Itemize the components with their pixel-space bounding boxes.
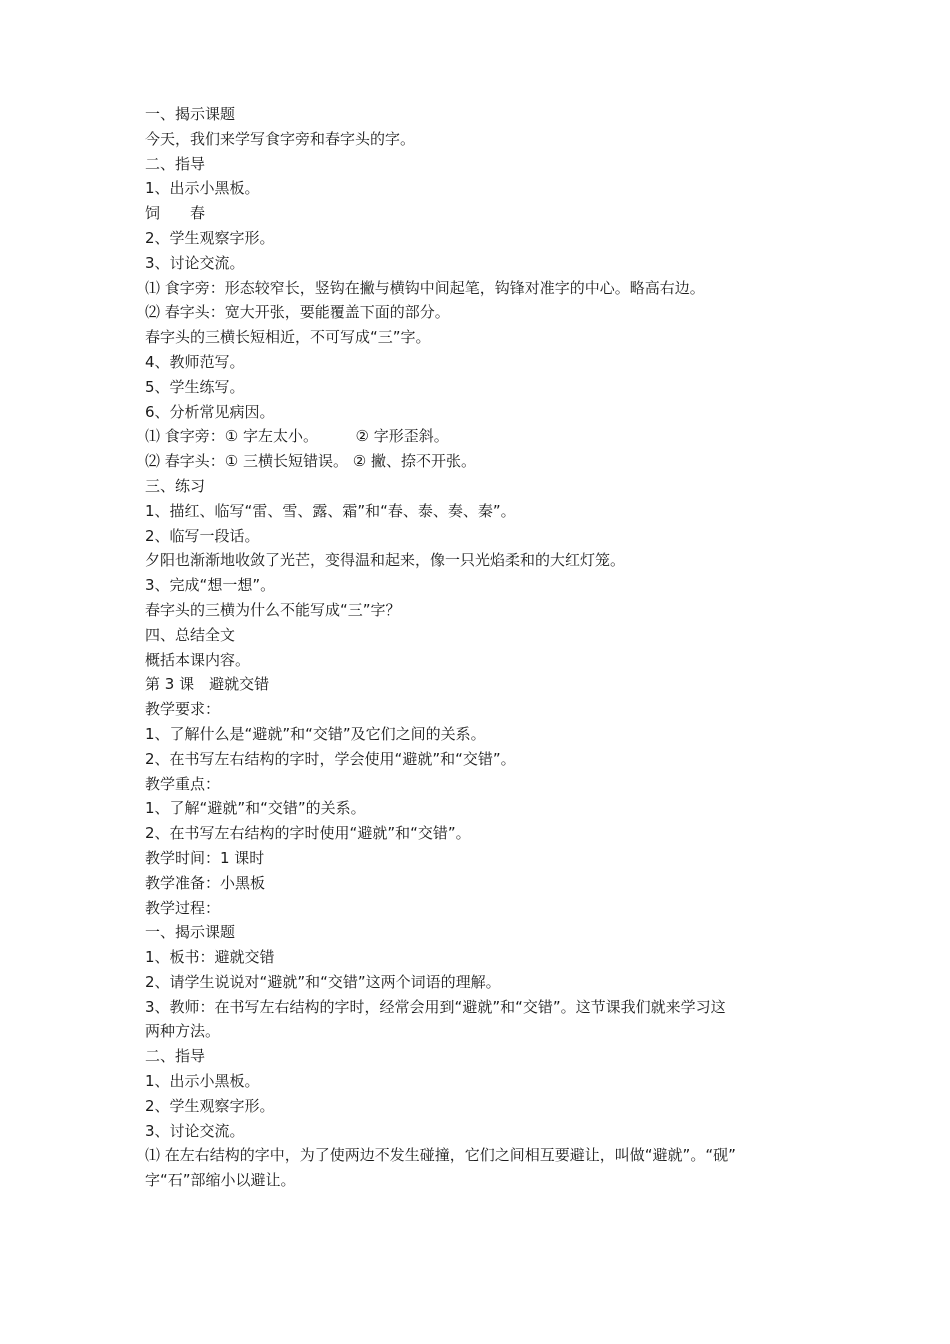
list-item: 4、教师范写。: [145, 352, 245, 371]
list-item: 6、分析常见病因。: [145, 402, 275, 421]
list-item: 1、板书：避就交错: [145, 948, 275, 967]
field-value: 教学时间：1 课时: [145, 848, 265, 867]
list-item: 2、临写一段话。: [145, 526, 260, 545]
list-item: 2、学生观察字形。: [145, 228, 275, 247]
section-heading: 二、指导: [145, 1047, 206, 1066]
list-item: 1、出示小黑板。: [145, 179, 260, 198]
section-heading: 四、总结全文: [145, 625, 236, 644]
list-item: 3、教师：在书写左右结构的字时，经常会用到“避就”和“交错”。这节课我们就来学习这: [145, 997, 726, 1016]
paragraph: 夕阳也渐渐地收敛了光芒，变得温和起来，像一只光焰柔和的大红灯笼。: [145, 551, 626, 570]
field-label: 教学过程：: [145, 898, 221, 917]
list-item: 1、了解什么是“避就”和“交错”及它们之间的关系。: [145, 724, 486, 743]
list-item: 2、学生观察字形。: [145, 1096, 275, 1115]
list-item: 3、讨论交流。: [145, 1121, 245, 1140]
list-item: 1、了解“避就”和“交错”的关系。: [145, 799, 366, 818]
sub-item: ⑵ 春字头：宽大开张，要能覆盖下面的部分。: [145, 303, 450, 322]
paragraph-continuation: 两种方法。: [145, 1022, 221, 1041]
sub-item: ⑴ 食字旁：形态较窄长，竖钩在撇与横钩中间起笔，钩锋对准字的中心。略高右边。: [145, 278, 705, 297]
section-heading: 二、指导: [145, 154, 206, 173]
list-item: 3、完成“想一想”。: [145, 576, 276, 595]
document-body: [145, 102, 815, 1193]
paragraph: 今天，我们来学写食字旁和春字头的字。: [145, 129, 416, 148]
list-item: 2、请学生说说对“避就”和“交错”这两个词语的理解。: [145, 972, 501, 991]
list-item: 1、出示小黑板。: [145, 1072, 260, 1091]
list-item: 1、描红、临写“雷、雪、露、霜”和“春、泰、奏、秦”。: [145, 501, 516, 520]
section-heading: 一、揭示课题: [145, 105, 236, 123]
lesson-title: 第 3 课 避就交错: [145, 675, 270, 694]
paragraph: 概括本课内容。: [145, 650, 251, 669]
list-item: 5、学生练写。: [145, 377, 245, 396]
sub-item: ⑴ 食字旁：① 字左太小。 ② 字形歪斜。: [145, 427, 449, 446]
field-label: 教学要求：: [145, 700, 221, 719]
sub-item: ⑵ 春字头：① 三横长短错误。 ② 撇、捺不开张。: [145, 452, 476, 471]
example-characters: 饲 春: [145, 204, 206, 223]
paragraph: 春字头的三横长短相近，不可写成“三”字。: [145, 328, 431, 347]
section-heading: 三、练习: [145, 476, 206, 495]
sub-item: ⑴ 在左右结构的字中，为了使两边不发生碰撞，它们之间相互要避让，叫做“避就”。“砚”: [145, 1146, 736, 1165]
section-heading: 一、揭示课题: [145, 923, 236, 942]
list-item: 3、讨论交流。: [145, 253, 245, 272]
paragraph-continuation: 字“石”部缩小以避让。: [145, 1171, 296, 1190]
paragraph: 春字头的三横为什么不能写成“三”字？: [145, 600, 401, 619]
field-label: 教学重点：: [145, 774, 221, 793]
field-value: 教学准备：小黑板: [145, 873, 266, 892]
list-item: 2、在书写左右结构的字时，学会使用“避就”和“交错”。: [145, 749, 516, 768]
list-item: 2、在书写左右结构的字时使用“避就”和“交错”。: [145, 824, 471, 843]
